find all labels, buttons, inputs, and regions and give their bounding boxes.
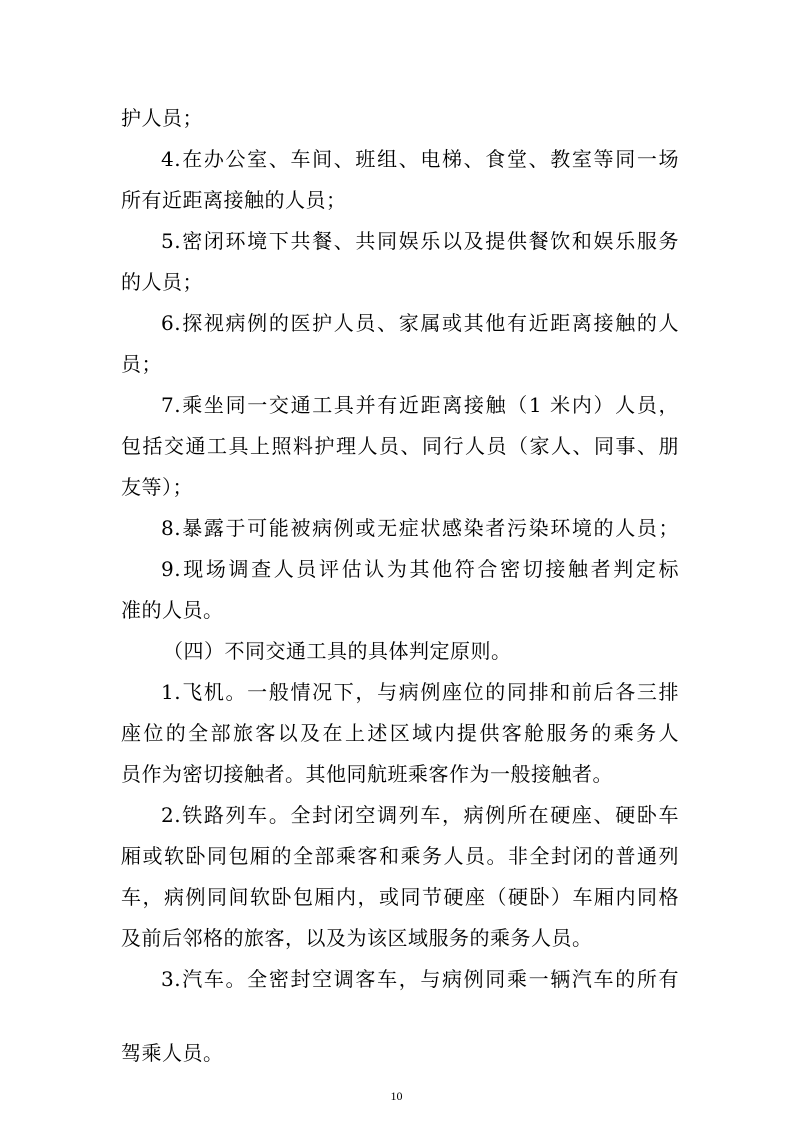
text-line: 厢或软卧同包厢的全部乘客和乘务人员。非全封闭的普通列 <box>121 844 679 868</box>
text-line: 车，病例同间软卧包厢内，或同节硬座（硬卧）车厢内同格 <box>121 885 679 909</box>
text-line: 护人员； <box>121 106 203 130</box>
section-heading: （四）不同交通工具的具体判定原则。 <box>163 639 512 663</box>
list-item-6: 6.探视病例的医护人员、家属或其他有近距离接触的人 <box>161 311 679 335</box>
text-line <box>121 1006 679 1034</box>
text-line: 驾乘人员。 <box>121 1043 224 1065</box>
list-item-8: 8.暴露于可能被病例或无症状感染者污染环境的人员； <box>161 516 679 540</box>
text-line: 的人员； <box>121 270 203 294</box>
list-item-4: 4.在办公室、车间、班组、电梯、食堂、教室等同一场 <box>161 147 679 171</box>
list-item-train: 2.铁路列车。全封闭空调列车，病例所在硬座、硬卧车 <box>161 803 679 827</box>
text-line: 包括交通工具上照料护理人员、同行人员（家人、同事、朋 <box>121 434 679 458</box>
text-line: 友等）； <box>121 475 193 499</box>
list-item-airplane: 1.飞机。一般情况下，与病例座位的同排和前后各三排 <box>161 680 679 704</box>
text-line: 员作为密切接触者。其他同航班乘客作为一般接触者。 <box>121 762 613 786</box>
page-number: 10 <box>390 1089 403 1103</box>
text-line: 所有近距离接触的人员； <box>121 188 347 212</box>
list-item-7: 7.乘坐同一交通工具并有近距离接触（1 米内）人员， <box>161 393 679 417</box>
text-line: 及前后邻格的旅客，以及为该区域服务的乘务人员。 <box>121 926 593 950</box>
text-line: 员； <box>121 352 162 376</box>
text-line: 座位的全部旅客以及在上述区域内提供客舱服务的乘务人 <box>121 721 679 745</box>
list-item-bus: 3.汽车。全密封空调客车，与病例同乘一辆汽车的所有 <box>161 967 679 991</box>
text-line: 准的人员。 <box>121 598 224 622</box>
list-item-9: 9.现场调查人员评估认为其他符合密切接触者判定标 <box>161 557 679 581</box>
list-item-5: 5.密闭环境下共餐、共同娱乐以及提供餐饮和娱乐服务 <box>161 229 679 253</box>
